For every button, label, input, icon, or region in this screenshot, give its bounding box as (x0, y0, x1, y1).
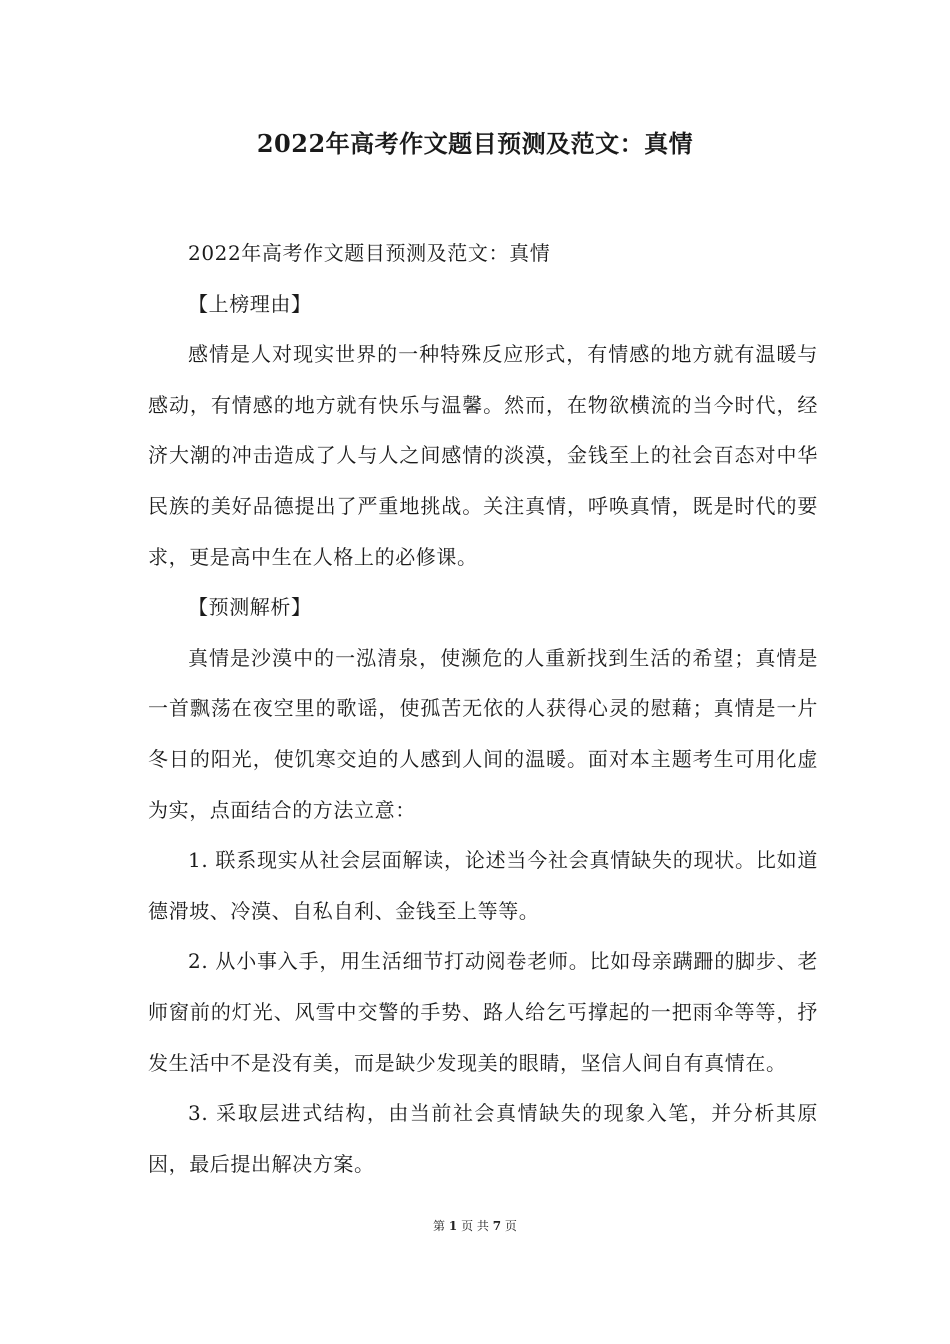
document-title: 2022年高考作文题目预测及范文：真情 (256, 129, 694, 158)
page-footer (0, 1218, 950, 1234)
section-heading-analysis: 【预测解析】 (188, 595, 312, 620)
footer-middle: 页 共 (461, 1219, 489, 1233)
footer-prefix: 第 (433, 1219, 446, 1233)
list-item-1: 1. 联系现实从社会层面解读，论述当今社会真情缺失的现状。比如道德滑坡、冷漠、自私自利、金钱至上等等。 (148, 848, 818, 923)
section-heading-reason: 【上榜理由】 (188, 291, 312, 316)
paragraph-analysis: 真情是沙漠中的一泓清泉，使濒危的人重新找到生活的希望；真情是一首飘荡在夜空里的歌谣，使孤苦无依的人获得心灵的慰藉；真情是一片冬日的阳光，使饥寒交迫的人感到人间的温暖。面对本主题考生可用化虚为实，点面结合的方法立意： (148, 645, 818, 822)
list-item-2: 2. 从小事入手，用生活细节打动阅卷老师。比如母亲蹒跚的脚步、老师窗前的灯光、风雪中交警的手势、路人给乞丐撑起的一把雨伞等等，抒发生活中不是没有美，而是缺少发现美的眼睛，坚信人间自有真情在。 (148, 949, 818, 1075)
document-body (148, 228, 818, 1189)
paragraph-heading-repeat: 2022年高考作文题目预测及范文：真情 (188, 241, 551, 265)
footer-page-number: 1 (448, 1219, 458, 1233)
footer-total-pages: 7 (492, 1219, 502, 1233)
list-item-3: 3. 采取层进式结构，由当前社会真情缺失的现象入笔，并分析其原因，最后提出解决方案。 (148, 1101, 818, 1176)
paragraph-reason: 感情是人对现实世界的一种特殊反应形式，有情感的地方就有温暖与感动，有情感的地方就有快乐与温馨。然而，在物欲横流的当今时代，经济大潮的冲击造成了人与人之间感情的淡漠，金钱至上的社会百态对中华民族的美好品德提出了严重地挑战。关注真情，呼唤真情，既是时代的要求，更是高中生在人格上的必修课。 (148, 342, 818, 569)
footer-suffix: 页 (504, 1219, 517, 1233)
